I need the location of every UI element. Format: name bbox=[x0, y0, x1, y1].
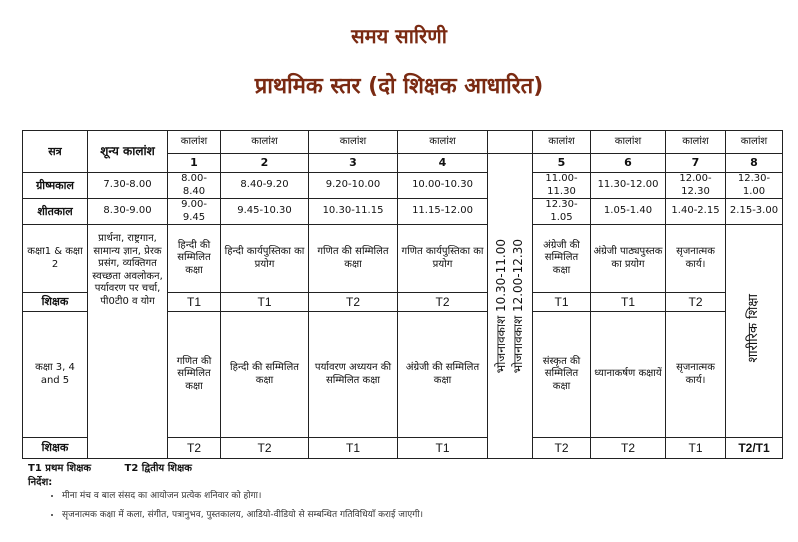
winter-time: 9.00-9.45 bbox=[168, 199, 221, 225]
instruction-item: • सृजनात्मक कक्षा में कला, संगीत, पत्रानुभव, पुस्तकालय, आडियो-वीडियो से सम्बन्धित गतिविधियाँ कराई जाएगी। bbox=[62, 507, 423, 520]
teacher-label: शिक्षक bbox=[23, 293, 88, 312]
class12-subject: गणित की सम्मिलित कक्षा bbox=[309, 225, 398, 293]
class12-teacher: T1 bbox=[221, 293, 309, 312]
class12-label: कक्षा1 & कक्षा 2 bbox=[23, 225, 88, 293]
period-number: 5 bbox=[533, 154, 591, 173]
class12-teacher: T1 bbox=[533, 293, 591, 312]
class12-teacher: T2 bbox=[309, 293, 398, 312]
class345-label: कक्षा 3, 4 and 5 bbox=[23, 312, 88, 438]
class345-subject: सृजनात्मक कार्य। bbox=[666, 312, 726, 438]
winter-label: शीतकाल bbox=[23, 199, 88, 225]
period-number: 2 bbox=[221, 154, 309, 173]
period-number: 1 bbox=[168, 154, 221, 173]
summer-time: 8.40-9.20 bbox=[221, 173, 309, 199]
zero-period-header: शून्य कालांश bbox=[88, 131, 168, 173]
period-header: कालांश bbox=[168, 131, 221, 154]
summer-time: 12.30-1.00 bbox=[726, 173, 783, 199]
zero-period-activities: प्रार्थना, राष्ट्रगान, सामान्य ज्ञान, प्रेरक प्रसंग, व्यक्तिगत स्वच्छता अवलोकन, पर्यावरण पर चर्चा, पी0टी0 व योग bbox=[88, 225, 168, 459]
period-number: 6 bbox=[591, 154, 666, 173]
class345-teacher: T2 bbox=[221, 438, 309, 459]
winter-time: 9.45-10.30 bbox=[221, 199, 309, 225]
period-header: कालांश bbox=[726, 131, 783, 154]
winter-zero-time: 8.30-9.00 bbox=[88, 199, 168, 225]
winter-time: 1.05-1.40 bbox=[591, 199, 666, 225]
summer-time: 12.00-12.30 bbox=[666, 173, 726, 199]
lunch-break-winter: भोजनावकाश 12.00-12.30 bbox=[511, 238, 525, 374]
period-number: 8 bbox=[726, 154, 783, 173]
winter-time: 1.40-2.15 bbox=[666, 199, 726, 225]
class345-subject: ध्यानाकर्षण कक्षायें bbox=[591, 312, 666, 438]
class12-teacher: T1 bbox=[168, 293, 221, 312]
instructions-list bbox=[48, 488, 423, 526]
period-header: कालांश bbox=[398, 131, 488, 154]
class345-teacher: T2/T1 bbox=[726, 438, 783, 459]
legend-t2: T2 द्वितीय शिक्षक bbox=[124, 463, 192, 474]
winter-time: 10.30-11.15 bbox=[309, 199, 398, 225]
class12-subject: अंग्रेजी की सम्मिलित कक्षा bbox=[533, 225, 591, 293]
class12-subject: हिन्दी कार्यपुस्तिका का प्रयोग bbox=[221, 225, 309, 293]
class345-subject: पर्यावरण अध्ययन की सम्मिलित कक्षा bbox=[309, 312, 398, 438]
winter-time: 11.15-12.00 bbox=[398, 199, 488, 225]
session-header: सत्र bbox=[23, 131, 88, 173]
period-number: 4 bbox=[398, 154, 488, 173]
class12-subject: गणित कार्यपुस्तिका का प्रयोग bbox=[398, 225, 488, 293]
physical-education: शारीरिक शिक्षा bbox=[745, 294, 761, 364]
class345-teacher: T1 bbox=[309, 438, 398, 459]
instruction-item: • मीना मंच व बाल संसद का आयोजन प्रत्येक शनिवार को होगा। bbox=[62, 488, 423, 501]
class12-subject: सृजनात्मक कार्य। bbox=[666, 225, 726, 293]
class345-teacher: T2 bbox=[533, 438, 591, 459]
period-header: कालांश bbox=[533, 131, 591, 154]
class12-teacher: T2 bbox=[398, 293, 488, 312]
legend-t1: T1 प्रथम शिक्षक bbox=[28, 463, 92, 474]
period-number: 7 bbox=[666, 154, 726, 173]
class12-subject: अंग्रेजी पाठ्यपुस्तक का प्रयोग bbox=[591, 225, 666, 293]
instructions-label: निर्देश: bbox=[28, 477, 53, 488]
page-subtitle: प्राथमिक स्तर (दो शिक्षक आधारित) bbox=[254, 74, 544, 99]
summer-zero-time: 7.30-8.00 bbox=[88, 173, 168, 199]
page-title: समय सारिणी bbox=[351, 24, 447, 48]
blank-header bbox=[488, 131, 533, 154]
summer-time: 10.00-10.30 bbox=[398, 173, 488, 199]
class345-subject: संस्कृत की सम्मिलित कक्षा bbox=[533, 312, 591, 438]
summer-label: ग्रीष्मकाल bbox=[23, 173, 88, 199]
legend bbox=[28, 460, 192, 474]
class12-teacher: T1 bbox=[591, 293, 666, 312]
summer-time: 11.00-11.30 bbox=[533, 173, 591, 199]
teacher-label: शिक्षक bbox=[23, 438, 88, 459]
class345-subject: अंग्रेजी की सम्मिलित कक्षा bbox=[398, 312, 488, 438]
timetable bbox=[22, 130, 783, 459]
period-header: कालांश bbox=[666, 131, 726, 154]
class12-subject: हिन्दी की सम्मिलित कक्षा bbox=[168, 225, 221, 293]
summer-time: 9.20-10.00 bbox=[309, 173, 398, 199]
winter-time: 12.30-1.05 bbox=[533, 199, 591, 225]
lunch-break-summer: भोजनावकाश 10.30-11.00 bbox=[494, 238, 508, 374]
lunch-break-cell bbox=[488, 154, 533, 459]
physical-education-cell bbox=[726, 225, 783, 438]
class345-subject: गणित की सम्मिलित कक्षा bbox=[168, 312, 221, 438]
summer-time: 8.00-8.40 bbox=[168, 173, 221, 199]
class12-teacher: T2 bbox=[666, 293, 726, 312]
winter-time: 2.15-3.00 bbox=[726, 199, 783, 225]
class345-teacher: T1 bbox=[398, 438, 488, 459]
period-header: कालांश bbox=[221, 131, 309, 154]
class345-teacher: T2 bbox=[168, 438, 221, 459]
class345-teacher: T1 bbox=[666, 438, 726, 459]
class345-teacher: T2 bbox=[591, 438, 666, 459]
period-header: कालांश bbox=[309, 131, 398, 154]
class345-subject: हिन्दी की सम्मिलित कक्षा bbox=[221, 312, 309, 438]
period-number: 3 bbox=[309, 154, 398, 173]
summer-time: 11.30-12.00 bbox=[591, 173, 666, 199]
period-header: कालांश bbox=[591, 131, 666, 154]
